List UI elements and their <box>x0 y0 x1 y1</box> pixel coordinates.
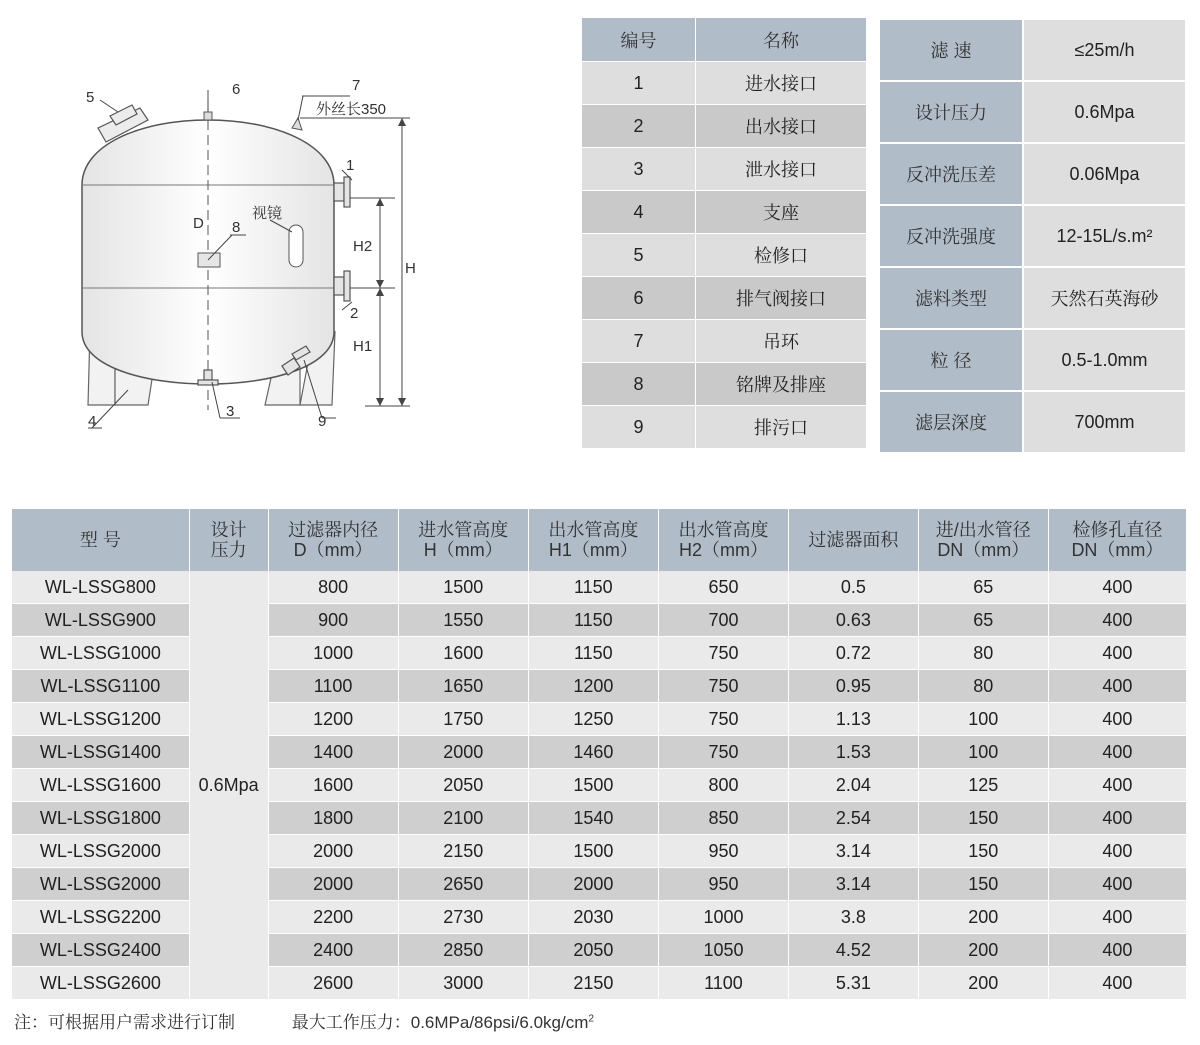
inner-diameter: 800 <box>268 571 398 604</box>
filter-area: 3.14 <box>788 835 918 868</box>
part-number: 1 <box>582 62 695 105</box>
spec-value: 天然石英海砂 <box>1024 268 1185 330</box>
model-header-line: DN（mm） <box>937 540 1030 560</box>
outlet-height-h2: 950 <box>658 835 788 868</box>
pipe-diameter: 65 <box>918 571 1048 604</box>
spec-row <box>880 206 1185 268</box>
model-row <box>12 604 1186 637</box>
manhole-diameter: 400 <box>1048 703 1186 736</box>
outlet-height-h1: 1460 <box>528 736 658 769</box>
pipe-diameter: 200 <box>918 901 1048 934</box>
inlet-height: 1550 <box>398 604 528 637</box>
parts-row <box>582 191 866 234</box>
outlet-height-h2: 800 <box>658 769 788 802</box>
thread-note: 外丝长350 <box>316 101 387 118</box>
vent-port <box>204 112 212 120</box>
outlet-height-h2: 700 <box>658 604 788 637</box>
model-row <box>12 802 1186 835</box>
spec-row <box>880 330 1185 392</box>
outlet-height-h1: 1150 <box>528 637 658 670</box>
part-name: 吊环 <box>695 320 866 363</box>
part-name: 泄水接口 <box>695 148 866 191</box>
max-pressure-note <box>292 1013 594 1032</box>
pipe-diameter: 65 <box>918 604 1048 637</box>
callout-1: 1 <box>346 157 355 174</box>
inlet-height: 2730 <box>398 901 528 934</box>
spec-value: 700mm <box>1024 392 1185 454</box>
model-name: WL-LSSG1100 <box>12 670 189 703</box>
model-row <box>12 736 1186 769</box>
spec-label: 滤 速 <box>880 20 1024 82</box>
part-number: 2 <box>582 105 695 148</box>
parts-row <box>582 277 866 320</box>
model-row <box>12 637 1186 670</box>
inner-diameter: 2200 <box>268 901 398 934</box>
inlet-height: 2050 <box>398 769 528 802</box>
spec-label: 粒 径 <box>880 330 1024 392</box>
model-header-line: H2（mm） <box>678 540 768 560</box>
model-row <box>12 967 1186 1000</box>
inner-diameter: 1000 <box>268 637 398 670</box>
sight-glass-label: 视镜 <box>252 205 283 222</box>
inner-diameter: 2600 <box>268 967 398 1000</box>
max-pressure-text: 最大工作压力：0.6MPa/86psi/6.0kg/cm <box>291 1013 589 1032</box>
outlet-height-h1: 1250 <box>528 703 658 736</box>
spec-row <box>880 144 1185 206</box>
filter-area: 0.72 <box>788 637 918 670</box>
model-header-line: 出水管高度 <box>678 520 769 540</box>
model-name: WL-LSSG2400 <box>12 934 189 967</box>
model-header-cell <box>268 509 398 571</box>
outlet-height-h2: 950 <box>658 868 788 901</box>
model-name: WL-LSSG2600 <box>12 967 189 1000</box>
model-row <box>12 670 1186 703</box>
model-header-line: 型 号 <box>79 530 121 550</box>
spec-row <box>880 268 1185 330</box>
inner-diameter: 1600 <box>268 769 398 802</box>
spec-label: 滤层深度 <box>880 392 1024 454</box>
filter-area: 1.53 <box>788 736 918 769</box>
callout-8: 8 <box>232 219 241 236</box>
inlet-height: 1600 <box>398 637 528 670</box>
model-name: WL-LSSG1600 <box>12 769 189 802</box>
inner-diameter: 900 <box>268 604 398 637</box>
model-header-cell <box>189 509 268 571</box>
filter-area: 0.5 <box>788 571 918 604</box>
spec-label: 设计压力 <box>880 82 1024 144</box>
pipe-diameter: 80 <box>918 670 1048 703</box>
model-row <box>12 934 1186 967</box>
inlet-nozzle <box>334 177 350 207</box>
part-name: 检修口 <box>695 234 866 277</box>
model-header-line: H1（mm） <box>548 540 638 560</box>
model-name: WL-LSSG1200 <box>12 703 189 736</box>
outlet-nozzle <box>334 271 350 301</box>
filter-area: 0.95 <box>788 670 918 703</box>
part-number: 5 <box>582 234 695 277</box>
pipe-diameter: 150 <box>918 868 1048 901</box>
inlet-height: 1750 <box>398 703 528 736</box>
inner-diameter: 1400 <box>268 736 398 769</box>
dimension-h2: H2 <box>353 238 373 255</box>
outlet-height-h2: 650 <box>658 571 788 604</box>
model-header-line: 出水管高度 <box>548 520 639 540</box>
filter-area: 3.14 <box>788 868 918 901</box>
manhole-diameter: 400 <box>1048 637 1186 670</box>
model-header-line: 过滤器面积 <box>808 530 899 550</box>
part-number: 7 <box>582 320 695 363</box>
nameplate <box>198 253 220 267</box>
parts-row <box>582 62 866 105</box>
outlet-height-h2: 750 <box>658 703 788 736</box>
spec-value: 0.5-1.0mm <box>1024 330 1185 392</box>
callout-4: 4 <box>88 413 97 430</box>
manhole-diameter: 400 <box>1048 670 1186 703</box>
spec-value: 0.06Mpa <box>1024 144 1185 206</box>
inlet-height: 2850 <box>398 934 528 967</box>
model-header-cell <box>918 509 1048 571</box>
manhole-diameter: 400 <box>1048 769 1186 802</box>
inlet-height: 2150 <box>398 835 528 868</box>
parts-table <box>582 18 866 449</box>
manhole-diameter: 400 <box>1048 835 1186 868</box>
manhole-diameter: 400 <box>1048 571 1186 604</box>
dimension-h1: H1 <box>353 338 373 355</box>
inlet-height: 1500 <box>398 571 528 604</box>
part-name: 排气阀接口 <box>695 277 866 320</box>
dimension-h: H <box>405 260 416 277</box>
model-row <box>12 571 1186 604</box>
outlet-height-h2: 750 <box>658 637 788 670</box>
part-name: 出水接口 <box>695 105 866 148</box>
callout-7: 7 <box>352 77 361 94</box>
inlet-height: 2000 <box>398 736 528 769</box>
model-name: WL-LSSG1000 <box>12 637 189 670</box>
dimension-d: D <box>193 215 204 232</box>
model-header-cell <box>398 509 528 571</box>
inner-diameter: 2400 <box>268 934 398 967</box>
parts-row <box>582 234 866 277</box>
parts-row <box>582 406 866 449</box>
pipe-diameter: 200 <box>918 934 1048 967</box>
model-row <box>12 769 1186 802</box>
manhole-diameter: 400 <box>1048 901 1186 934</box>
inner-diameter: 1200 <box>268 703 398 736</box>
model-header-line: H（mm） <box>423 540 503 560</box>
spec-row <box>880 82 1185 144</box>
inner-diameter: 2000 <box>268 868 398 901</box>
model-header-cell <box>528 509 658 571</box>
outlet-height-h1: 1500 <box>528 835 658 868</box>
part-name: 排污口 <box>695 406 866 449</box>
outlet-height-h2: 1050 <box>658 934 788 967</box>
manhole-diameter: 400 <box>1048 736 1186 769</box>
pipe-diameter: 150 <box>918 835 1048 868</box>
inlet-height: 2650 <box>398 868 528 901</box>
callout-5: 5 <box>86 89 95 106</box>
model-table <box>12 509 1186 1000</box>
part-number: 4 <box>582 191 695 234</box>
parts-header-name: 名称 <box>695 18 866 62</box>
outlet-height-h1: 1540 <box>528 802 658 835</box>
inner-diameter: 1100 <box>268 670 398 703</box>
model-header-line: DN（mm） <box>1071 540 1164 560</box>
outlet-height-h1: 2050 <box>528 934 658 967</box>
outlet-height-h2: 1100 <box>658 967 788 1000</box>
footnote <box>14 1008 646 1033</box>
manhole-diameter: 400 <box>1048 934 1186 967</box>
inlet-height: 3000 <box>398 967 528 1000</box>
spec-table <box>880 20 1185 454</box>
pipe-diameter: 125 <box>918 769 1048 802</box>
outlet-height-h1: 2000 <box>528 868 658 901</box>
model-header-line: 设计 <box>210 520 247 540</box>
manhole-diameter: 400 <box>1048 967 1186 1000</box>
outlet-height-h2: 750 <box>658 736 788 769</box>
outlet-height-h1: 1150 <box>528 604 658 637</box>
model-row <box>12 868 1186 901</box>
pipe-diameter: 100 <box>918 703 1048 736</box>
pipe-diameter: 100 <box>918 736 1048 769</box>
model-header-cell <box>788 509 918 571</box>
manhole-diameter: 400 <box>1048 868 1186 901</box>
filter-area: 2.04 <box>788 769 918 802</box>
model-header-line: 压力 <box>210 540 247 560</box>
pipe-diameter: 80 <box>918 637 1048 670</box>
inlet-height: 1650 <box>398 670 528 703</box>
outlet-height-h2: 850 <box>658 802 788 835</box>
model-row <box>12 901 1186 934</box>
spec-label: 滤料类型 <box>880 268 1024 330</box>
model-row <box>12 703 1186 736</box>
parts-row <box>582 320 866 363</box>
manhole-diameter: 400 <box>1048 802 1186 835</box>
parts-row <box>582 105 866 148</box>
model-header-line: D（mm） <box>293 540 373 560</box>
filter-tank-diagram <box>60 70 460 440</box>
spec-value: 0.6Mpa <box>1024 82 1185 144</box>
outlet-height-h1: 1150 <box>528 571 658 604</box>
part-number: 9 <box>582 406 695 449</box>
outlet-height-h1: 1500 <box>528 769 658 802</box>
outlet-height-h1: 2150 <box>528 967 658 1000</box>
model-name: WL-LSSG2000 <box>12 868 189 901</box>
inner-diameter: 2000 <box>268 835 398 868</box>
part-name: 进水接口 <box>695 62 866 105</box>
parts-header-number: 编号 <box>582 18 695 62</box>
inlet-height: 2100 <box>398 802 528 835</box>
custom-note: 注：可根据用户需求进行订制 <box>14 1013 235 1032</box>
model-header-line: 进水管高度 <box>418 520 509 540</box>
filter-area: 2.54 <box>788 802 918 835</box>
model-header-line: 过滤器内径 <box>288 520 379 540</box>
filter-area: 4.52 <box>788 934 918 967</box>
inner-diameter: 1800 <box>268 802 398 835</box>
outlet-height-h2: 750 <box>658 670 788 703</box>
filter-area: 5.31 <box>788 967 918 1000</box>
callout-9: 9 <box>318 413 327 430</box>
spec-row <box>880 20 1185 82</box>
manhole-diameter: 400 <box>1048 604 1186 637</box>
model-name: WL-LSSG1800 <box>12 802 189 835</box>
model-row <box>12 835 1186 868</box>
callout-2: 2 <box>350 305 359 322</box>
model-name: WL-LSSG800 <box>12 571 189 604</box>
part-number: 8 <box>582 363 695 406</box>
model-header-line: 检修孔直径 <box>1072 520 1163 540</box>
spec-value: ≤25m/h <box>1024 20 1185 82</box>
spec-label: 反冲洗压差 <box>880 144 1024 206</box>
part-name: 铭牌及排座 <box>695 363 866 406</box>
pipe-diameter: 150 <box>918 802 1048 835</box>
model-name: WL-LSSG2200 <box>12 901 189 934</box>
callout-3: 3 <box>226 403 235 420</box>
parts-row <box>582 148 866 191</box>
filter-area: 0.63 <box>788 604 918 637</box>
design-pressure-cell: 0.6Mpa <box>189 571 268 1000</box>
filter-area: 3.8 <box>788 901 918 934</box>
outlet-height-h1: 1200 <box>528 670 658 703</box>
spec-row <box>880 392 1185 454</box>
pipe-diameter: 200 <box>918 967 1048 1000</box>
part-number: 6 <box>582 277 695 320</box>
model-header-line: 进/出水管径 <box>935 520 1031 540</box>
spec-value: 12-15L/s.m² <box>1024 206 1185 268</box>
part-number: 3 <box>582 148 695 191</box>
outlet-height-h2: 1000 <box>658 901 788 934</box>
lifting-lug <box>292 118 302 130</box>
model-header-cell <box>658 509 788 571</box>
model-name: WL-LSSG1400 <box>12 736 189 769</box>
model-name: WL-LSSG2000 <box>12 835 189 868</box>
part-name: 支座 <box>695 191 866 234</box>
filter-area: 1.13 <box>788 703 918 736</box>
model-name: WL-LSSG900 <box>12 604 189 637</box>
superscript-2: 2 <box>588 1013 594 1025</box>
parts-row <box>582 363 866 406</box>
callout-6: 6 <box>232 81 241 98</box>
model-header-cell <box>1048 509 1186 571</box>
model-header-cell <box>12 509 189 571</box>
spec-label: 反冲洗强度 <box>880 206 1024 268</box>
outlet-height-h1: 2030 <box>528 901 658 934</box>
